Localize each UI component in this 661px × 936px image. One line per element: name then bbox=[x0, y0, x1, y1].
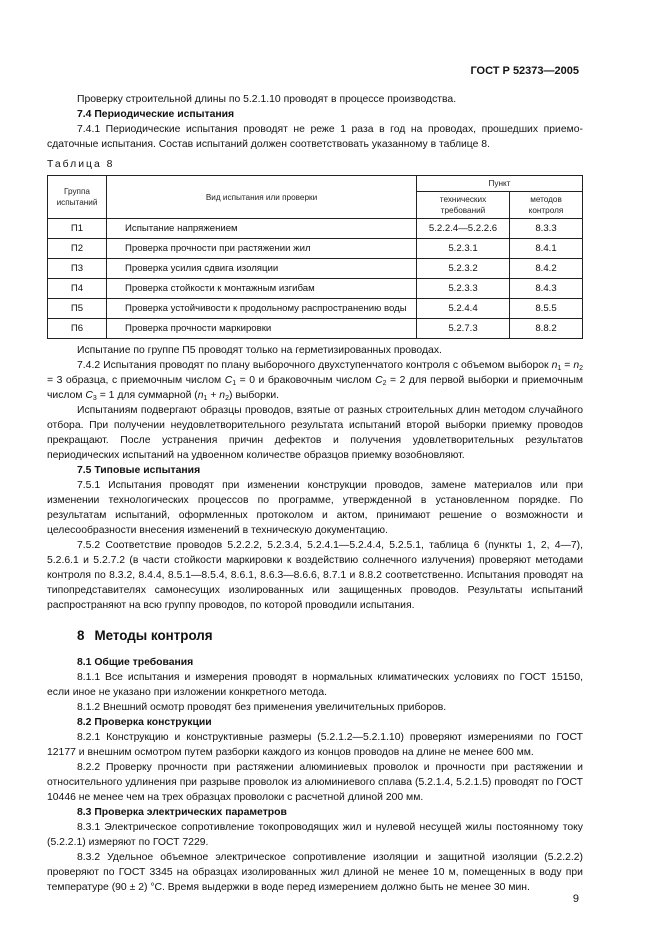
symbol-c: C bbox=[224, 375, 233, 386]
table-row bbox=[48, 259, 583, 279]
cell-meth: 8.8.2 bbox=[510, 319, 583, 339]
paragraph-8-2-1: 8.2.1 Конструкцию и конструктивные размеры (5.2.1.2—5.2.1.10) проверяют измерениями по ГОСТ 12177 и внешним осмотром путем разборки каждого из концов проводов на длине не менее 600 мм. bbox=[47, 732, 583, 758]
page-number: 9 bbox=[572, 893, 579, 905]
section-8-1-title: 8.1 Общие требования bbox=[77, 657, 194, 668]
symbol-n: n bbox=[219, 390, 226, 401]
paragraph-8-3-2: 8.3.2 Удельное объемное электрическое сопротивление изоляции и защитной изоляции (5.2.2.2) проверяют по ГОСТ 3345 на образцах изолированных жил длиной не менее 10 м, помещенных в воду при температуре (90 ± 2) °С. Время выдержки в воде перед измерением должно быть не менее 30 мин. bbox=[47, 852, 583, 893]
cell-meth: 8.4.2 bbox=[510, 259, 583, 279]
section-8-title: Методы контроля bbox=[94, 628, 213, 643]
col-meth-header: методов контроля bbox=[510, 192, 583, 219]
cell-group: П6 bbox=[48, 319, 107, 339]
paragraph-8-1-1: 8.1.1 Все испытания и измерения проводят в нормальных климатических условиях по ГОСТ 15150, если иное не указано при изложении конкретного метода. bbox=[47, 672, 583, 698]
paragraph-8-1-2: 8.1.2 Внешний осмотр проводят без применения увеличительных приборов. bbox=[77, 702, 447, 713]
section-8-2-title: 8.2 Проверка конструкции bbox=[77, 717, 212, 728]
paragraph-8-2-2: 8.2.2 Проверку прочности при растяжении алюминиевых проволок и прочности при растяжении и относительного удлинения при разрыве проволок из алюминиевого сплава (5.2.1.4, 5.2.1.5) проводят по ГОСТ 10446 не менее чем на трех образцах проволоки с расчетной длиной 200 мм. bbox=[47, 762, 583, 803]
cell-req: 5.2.4.4 bbox=[417, 299, 510, 319]
cell-name: Проверка устойчивости к продольному распространению воды bbox=[107, 299, 417, 319]
section-8-number: 8 bbox=[77, 628, 85, 643]
subscript: 2 bbox=[382, 380, 387, 387]
cell-group: П5 bbox=[48, 299, 107, 319]
col-clause-header: Пункт bbox=[417, 176, 583, 192]
table-row bbox=[48, 219, 583, 239]
cell-name: Проверка стойкости к монтажным изгибам bbox=[107, 279, 417, 299]
cell-req: 5.2.3.1 bbox=[417, 239, 510, 259]
paragraph-7-5-2: 7.5.2 Соответствие проводов 5.2.2.2, 5.2.3.4, 5.2.4.1—5.2.4.4, 5.2.5.1, таблица 6 (пункты 1, 2, 4—7), 5.2.6.1 и 5.2.7.2 (в части стойкости маркировки к воздействию солнечного излучения) проверяют методами контроля по 8.3.2, 8.4.4, 8.5.1—8.5.4, 8.6.1, 8.6.3—8.6.6, 8.7.1 и 8.8.2 соответственно. Испытания проводят на типопредставителях самонесущих изолированных или защищенных проводов. Результаты испытаний распространяют на всю группу проводов, по которой проводили испытания. bbox=[47, 540, 583, 611]
subscript: 2 bbox=[225, 395, 229, 402]
text-fragment: = 1 для суммарной ( bbox=[96, 390, 198, 401]
document-header: ГОСТ Р 52373—2005 bbox=[470, 65, 579, 77]
cell-meth: 8.5.5 bbox=[510, 299, 583, 319]
section-8-heading bbox=[77, 628, 583, 643]
symbol-n: n bbox=[573, 360, 580, 371]
section-7-4-title: 7.4 Периодические испытания bbox=[77, 109, 235, 120]
paragraph-7-5-1: 7.5.1 Испытания проводят при изменении конструкции проводов, замене материалов или при изменении технологических процессов по программе, утвержденной в установленном порядке. По результатам испытаний, оформленных протоколом и актом, принимают решение о возможности и целесообразности внесения изменений в техническую документацию. bbox=[47, 480, 583, 536]
cell-meth: 8.3.3 bbox=[510, 219, 583, 239]
paragraph-8-3-1: 8.3.1 Электрическое сопротивление токопроводящих жил и нулевой несущей жилы постоянному току (5.2.2.1) измеряют по ГОСТ 7229. bbox=[47, 822, 583, 848]
section-7-5-title: 7.5 Типовые испытания bbox=[77, 465, 201, 476]
paragraph-7-4-1: 7.4.1 Периодические испытания проводят не реже 1 раза в год на проводах, прошедших приемо-сдаточные испытания. Состав испытаний должен соответствовать указанному в таблице 8. bbox=[47, 124, 583, 150]
cell-name: Проверка прочности маркировки bbox=[107, 319, 417, 339]
text-fragment: = bbox=[561, 360, 574, 371]
table-row bbox=[48, 319, 583, 339]
cell-name: Испытание напряжением bbox=[107, 219, 417, 239]
cell-group: П1 bbox=[48, 219, 107, 239]
table-8 bbox=[47, 175, 583, 339]
paragraph-p5-note: Испытание по группе П5 проводят только на герметизированных проводах. bbox=[77, 345, 442, 356]
cell-group: П2 bbox=[48, 239, 107, 259]
symbol-n: n bbox=[197, 390, 204, 401]
text-fragment: + bbox=[207, 390, 220, 401]
cell-req: 5.2.2.4—5.2.2.6 bbox=[417, 219, 510, 239]
subscript: 1 bbox=[557, 365, 562, 372]
table-header-row bbox=[48, 176, 583, 192]
col-group-header: Группа испытаний bbox=[48, 176, 107, 219]
cell-req: 5.2.3.3 bbox=[417, 279, 510, 299]
cell-name: Проверка усилия сдвига изоляции bbox=[107, 259, 417, 279]
subscript: 1 bbox=[203, 395, 208, 402]
symbol-c: C bbox=[85, 390, 93, 401]
cell-req: 5.2.3.2 bbox=[417, 259, 510, 279]
symbol-n: n bbox=[551, 360, 558, 371]
paragraph-samples: Испытаниям подвергают образцы проводов, взятые от разных строительных длин методом случайного отбора. При получении неудовлетворительного результата испытаний второй выборки приемку проводов прекращают. После устранения причин дефектов и получения удовлетворительных результатов периодических испытаний на удвоенном количестве образцов приемку возобновляют. bbox=[47, 405, 583, 461]
page-content bbox=[47, 92, 583, 895]
subscript: 3 bbox=[92, 395, 97, 402]
cell-req: 5.2.7.3 bbox=[417, 319, 510, 339]
table-row bbox=[48, 279, 583, 299]
text-fragment: = 0 и браковочным числом bbox=[236, 375, 376, 386]
text-fragment: ) выборки. bbox=[228, 390, 280, 401]
cell-group: П3 bbox=[48, 259, 107, 279]
text-fragment: 7.4.2 Испытания проводят по плану выборочного двухступенчатого контроля с объемом выборок bbox=[77, 360, 552, 371]
col-name-header: Вид испытания или проверки bbox=[107, 176, 417, 219]
cell-group: П4 bbox=[48, 279, 107, 299]
cell-meth: 8.4.1 bbox=[510, 239, 583, 259]
cell-meth: 8.4.3 bbox=[510, 279, 583, 299]
section-8-3-title: 8.3 Проверка электрических параметров bbox=[77, 807, 287, 818]
table-row bbox=[48, 299, 583, 319]
paragraph-7-4-2 bbox=[47, 358, 583, 403]
text-fragment: = 3 образца, с приемочным числом bbox=[47, 375, 225, 386]
paragraph-length-check: Проверку строительной длины по 5.2.1.10 проводят в процессе производства. bbox=[77, 94, 457, 105]
symbol-c: C bbox=[375, 375, 383, 386]
col-req-header: технических требований bbox=[417, 192, 510, 219]
table-caption: Таблица 8 bbox=[47, 159, 115, 170]
table-row bbox=[48, 239, 583, 259]
subscript: 2 bbox=[579, 365, 583, 372]
subscript: 1 bbox=[232, 380, 237, 387]
text-fragment: = 2 для первой выборки и приемочным числом bbox=[47, 375, 584, 401]
cell-name: Проверка прочности при растяжении жил bbox=[107, 239, 417, 259]
